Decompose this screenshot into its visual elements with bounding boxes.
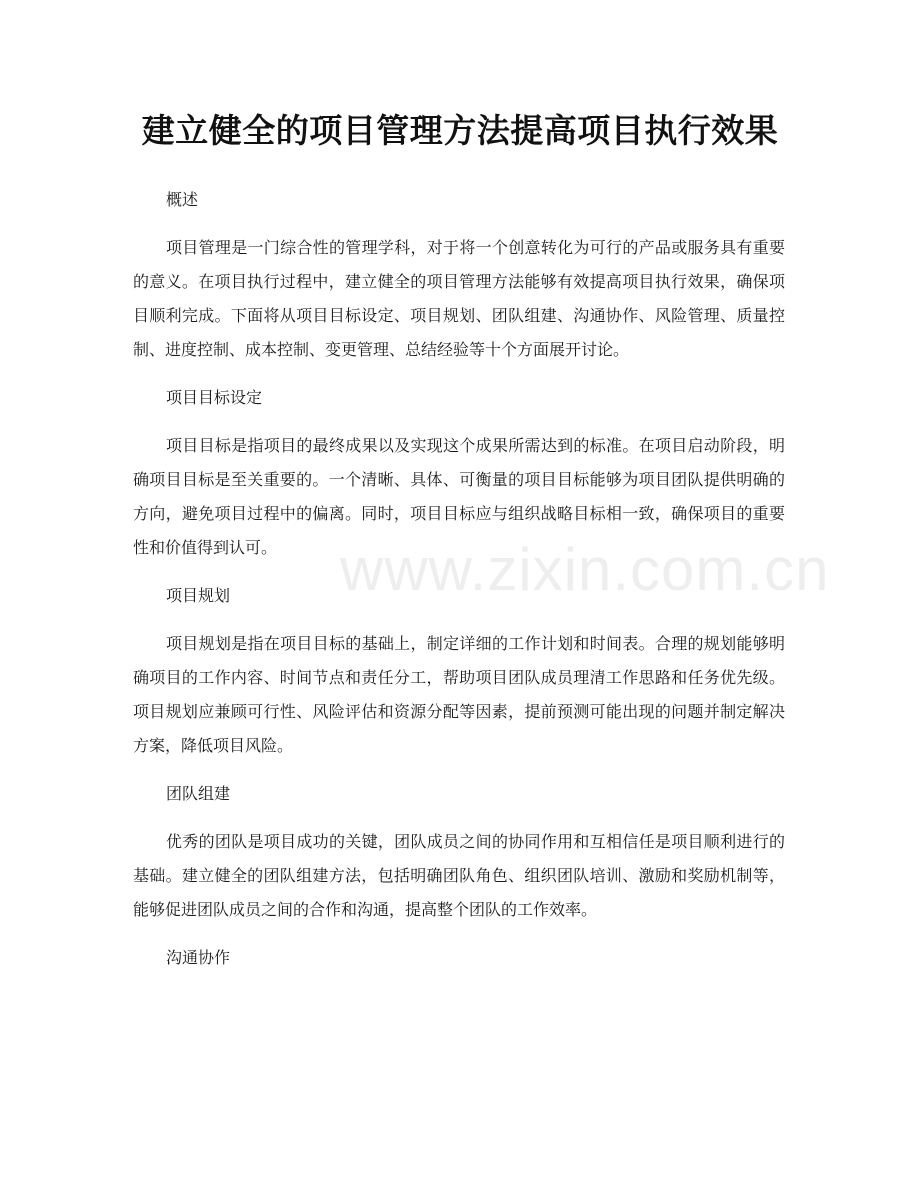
- section-paragraph-planning: 项目规划是指在项目目标的基础上，制定详细的工作计划和时间表。合理的规划能够明确项目的工作内容、时间节点和责任分工，帮助项目团队成员理清工作思路和任务优先级。项目规划应兼顾可行性、风险评估和资源分配等因素，提前预测可能出现的问题并制定解决方案，降低项目风险。: [133, 634, 785, 755]
- section-paragraph-goal-setting: 项目目标是指项目的最终成果以及实现这个成果所需达到的标准。在项目启动阶段，明确项目目标是至关重要的。一个清晰、具体、可衡量的项目目标能够为项目团队提供明确的方向，避免项目过程中的偏离。同时，项目目标应与组织战略目标相一致，确保项目的重要性和价值得到认可。: [133, 436, 785, 557]
- section-heading-team-building: 团队组建: [166, 784, 231, 803]
- section-heading-communication: 沟通协作: [166, 948, 231, 967]
- section-paragraph-team-building: 优秀的团队是项目成功的关键，团队成员之间的协同作用和互相信任是项目顺利进行的基础。建立健全的团队组建方法，包括明确团队角色、组织团队培训、激励和奖励机制等，能够促进团队成员之间的合作和沟通，提高整个团队的工作效率。: [133, 832, 785, 919]
- watermark: www.zixin.com.cn: [340, 536, 830, 603]
- section-heading-goal-setting: 项目目标设定: [166, 388, 263, 407]
- section-paragraph-overview: 项目管理是一门综合性的管理学科，对于将一个创意转化为可行的产品或服务具有重要的意义。在项目执行过程中，建立健全的项目管理方法能够有效提高项目执行效果，确保项目顺利完成。下面将从项目目标设定、项目规划、团队组建、沟通协作、风险管理、质量控制、进度控制、成本控制、变更管理、总结经验等十个方面展开讨论。: [133, 238, 785, 359]
- section-heading-overview: 概述: [166, 190, 199, 209]
- section-heading-planning: 项目规划: [166, 586, 231, 605]
- document-body: [133, 183, 785, 975]
- document-title: 建立健全的项目管理方法提高项目执行效果: [141, 111, 779, 150]
